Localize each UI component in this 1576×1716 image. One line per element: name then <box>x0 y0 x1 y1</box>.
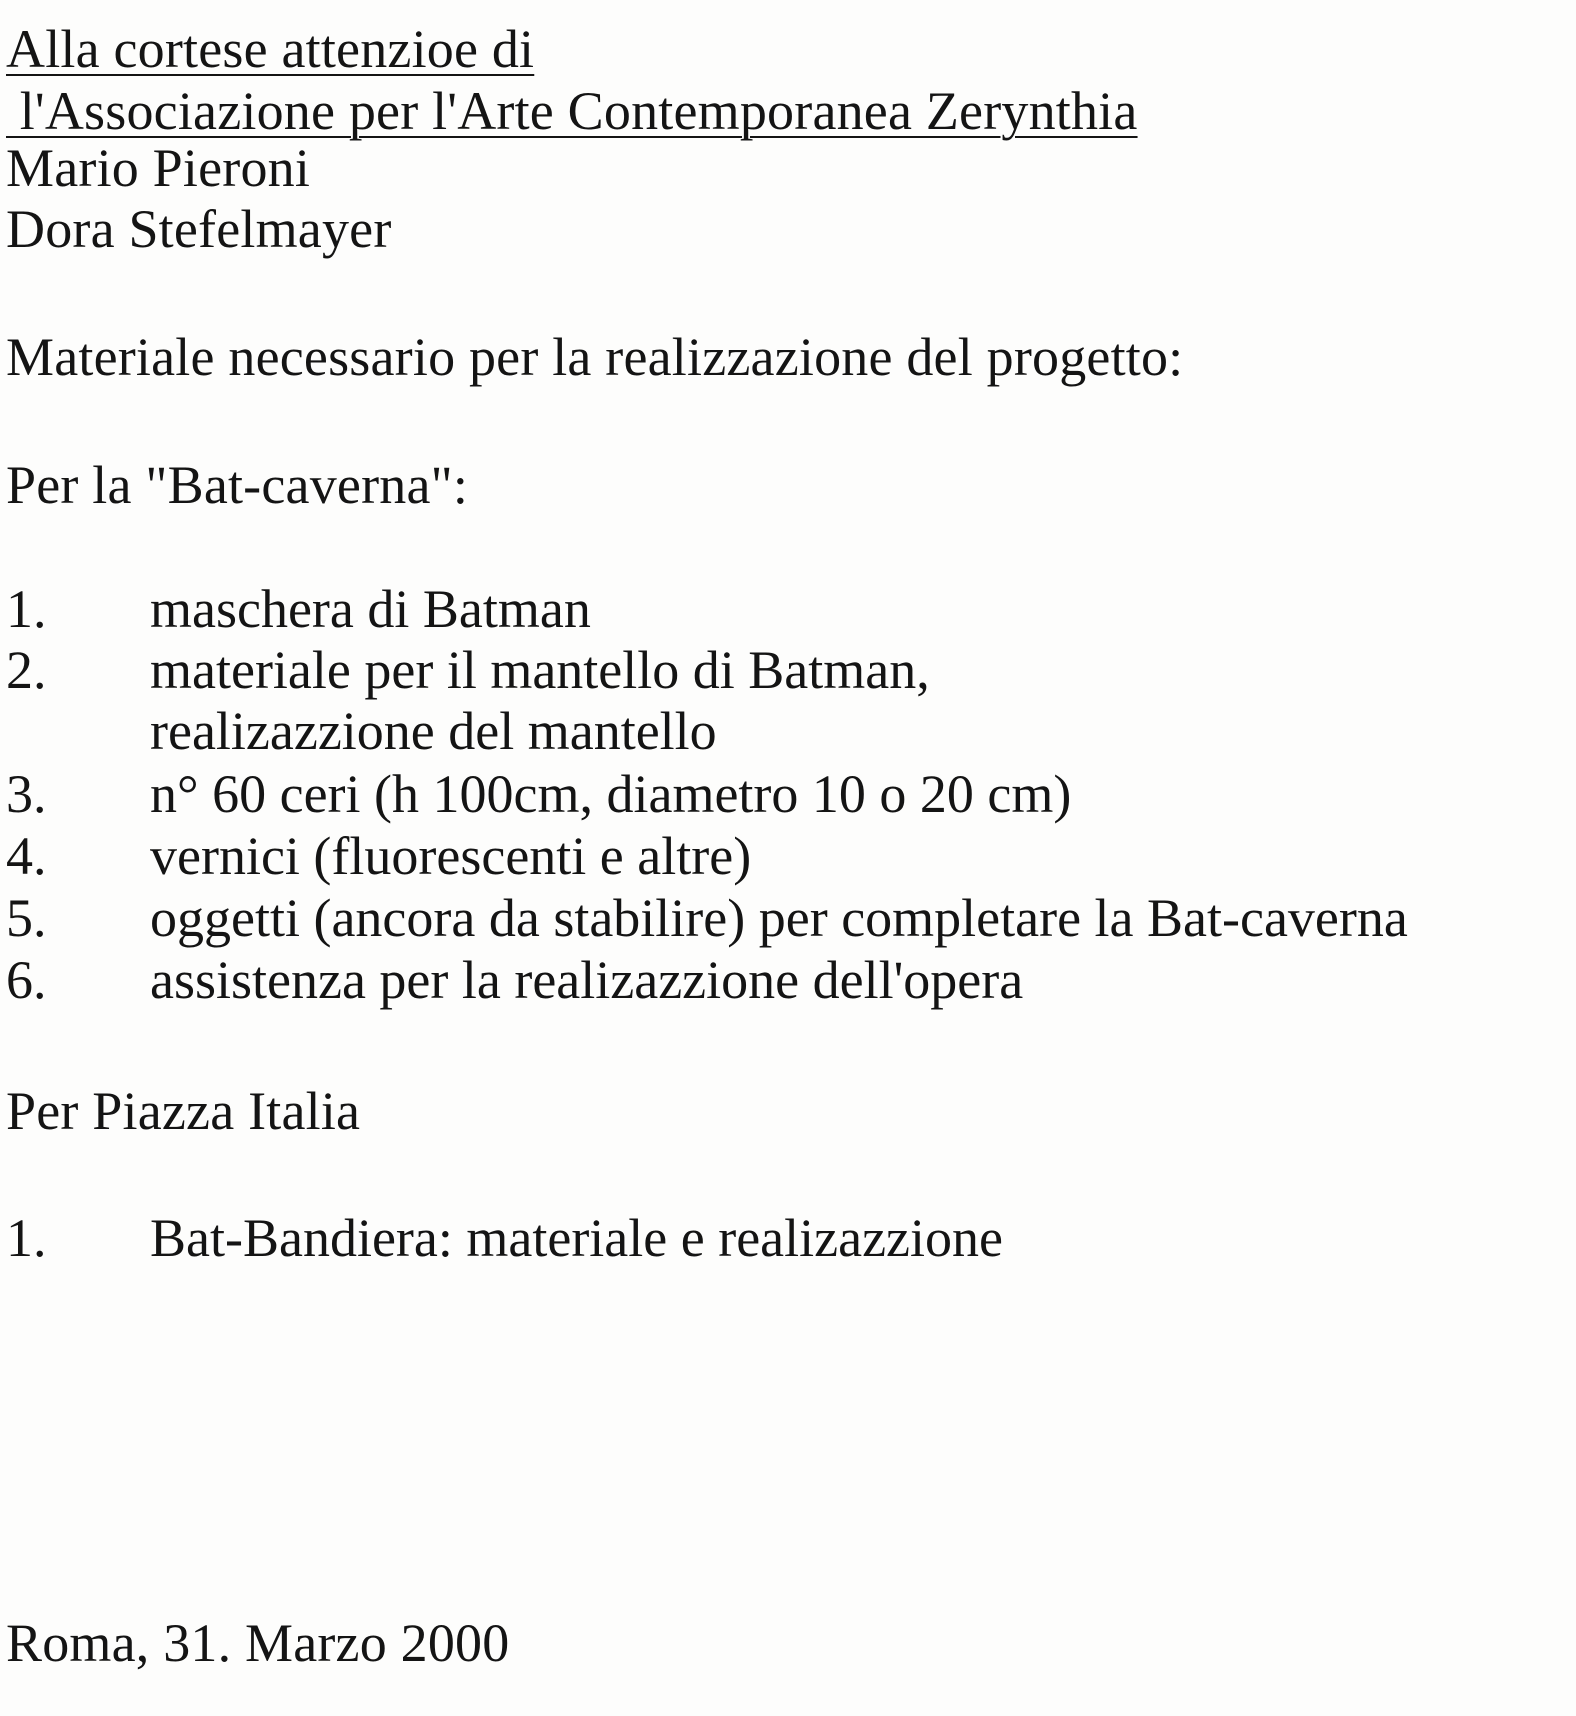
list-item-text: maschera di Batman <box>150 579 591 639</box>
intro-text: Materiale necessario per la realizzazione del progetto: <box>6 327 1184 387</box>
list-item-text: n° 60 ceri (h 100cm, diametro 10 o 20 cm) <box>150 764 1072 824</box>
list-item-number: 2. <box>6 640 47 700</box>
list-item-number: 3. <box>6 764 47 824</box>
list-item-number: 6. <box>6 950 47 1010</box>
list-item-number: 5. <box>6 888 47 948</box>
list-item-number: 1. <box>6 1208 47 1268</box>
list-item-text: Bat-Bandiera: materiale e realizazzione <box>150 1208 1003 1268</box>
address-line-association: l'Associazione per l'Arte Contemporanea Zerynthia <box>6 81 1138 141</box>
place-and-date: Roma, 31. Marzo 2000 <box>6 1613 510 1673</box>
list-item-text-continuation: realizazzione del mantello <box>150 701 717 761</box>
address-line-recipient-2: Dora Stefelmayer <box>6 199 392 259</box>
list-item-number: 1. <box>6 579 47 639</box>
list-item-text: materiale per il mantello di Batman, <box>150 640 930 700</box>
list-item-text: assistenza per la realizazzione dell'opera <box>150 950 1024 1010</box>
address-line-attention: Alla cortese attenzioe di <box>6 19 535 79</box>
address-line-recipient-1: Mario Pieroni <box>6 138 311 198</box>
section-heading-bat-caverna: Per la "Bat-caverna": <box>6 455 469 515</box>
list-item-text: vernici (fluorescenti e altre) <box>150 826 752 886</box>
list-item-text: oggetti (ancora da stabilire) per completare la Bat-caverna <box>150 888 1408 948</box>
list-item-number: 4. <box>6 826 47 886</box>
section-heading-piazza-italia: Per Piazza Italia <box>6 1081 361 1141</box>
